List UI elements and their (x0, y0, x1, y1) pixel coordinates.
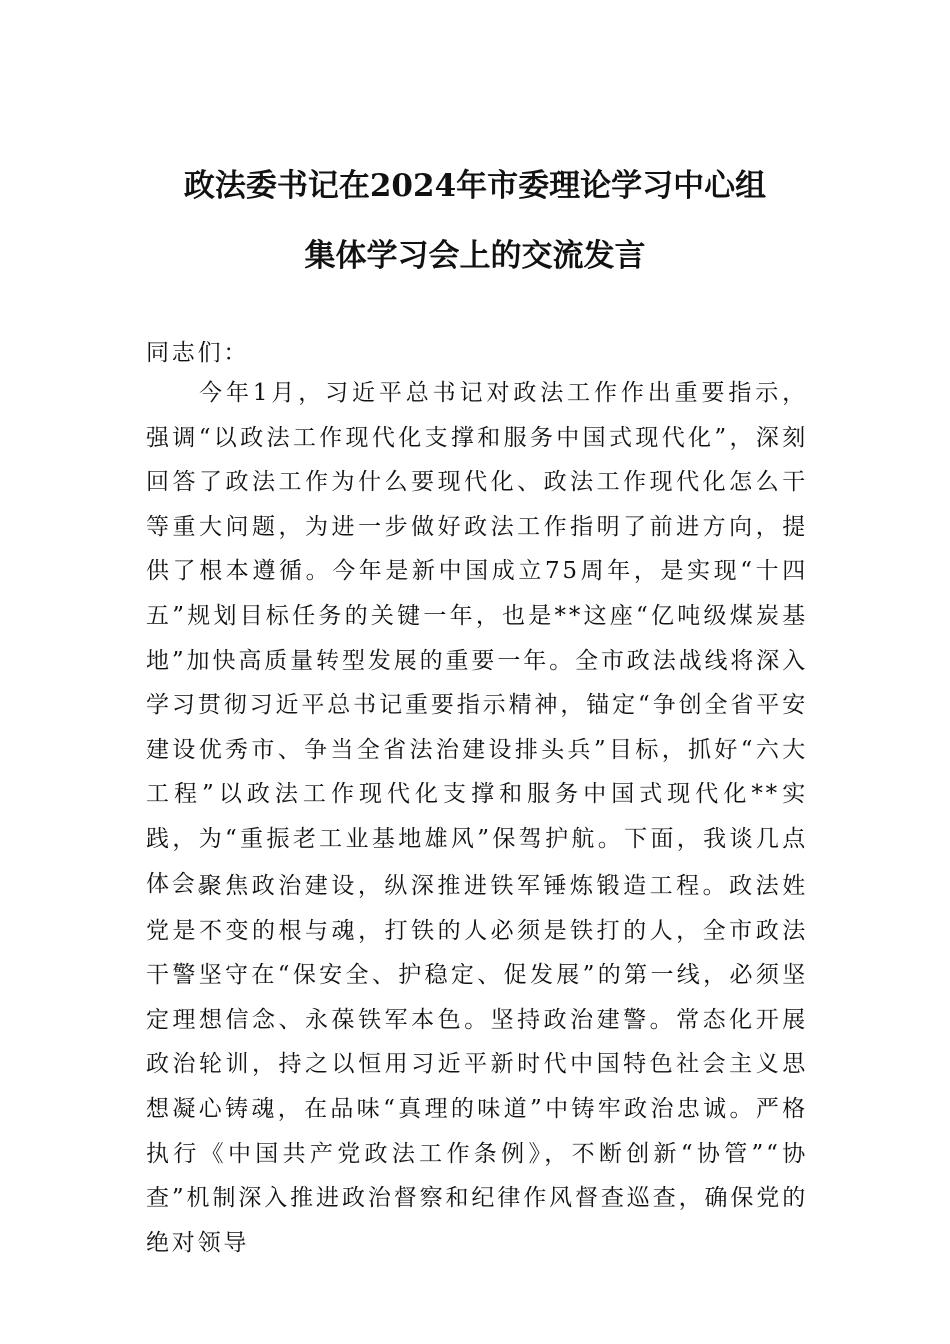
salutation: 同志们： (146, 340, 250, 366)
paragraph-2-lead-sentence: 聚焦政治建设，纵深推进铁军锤炼锻造工程。 (198, 873, 730, 899)
paragraph-2-text: 政法姓党是不变的根与魂，打铁的人必须是铁打的人，全市政法干警坚守在“保安全、护稳定、促发展”的第一线，必须坚定理想信念、永葆铁军本色。坚持政治建警。常态化开展政治轮训，持之以恒用习近平新时代中国特色社会主义思想凝心铸魂，在品味“真理的味道”中铸牢政治忠诚。严格执行《中国共产党政法工作条例》，不断创新“协管”“协查”机制深入推进政治督察和纪律作风督查巡查，确保党的绝对领导 (146, 873, 808, 1256)
paragraph-1 (146, 371, 808, 906)
paragraph-1-text: 今年1月，习近平总书记对政法工作作出重要指示，强调“以政法工作现代化支撑和服务中国式现代化”，深刻回答了政法工作为什么要现代化、政法工作现代化怎么干等重大问题，为进一步做好政法工作指明了前进方向，提供了根本遵循。今年是新中国成立75周年，是实现“十四五”规划目标任务的关键一年，也是**这座“亿吨级煤炭基地”加快高质量转型发展的重要一年。全市政法战线将深入学习贯彻习近平总书记重要指示精神，锚定“争创全省平安建设优秀市、争当全省法治建设排头兵”目标，抓好“六大工程”以政法工作现代化支撑和服务中国式现代化**实践，为“重振老工业基地雄风”保驾护航。下面，我谈几点体会。 (146, 380, 808, 897)
paragraph-2 (146, 864, 808, 1265)
document-title-line-2: 集体学习会上的交流发言 (304, 238, 646, 274)
document-title-line-1: 政法委书记在2024年市委理论学习中心组 (183, 168, 767, 204)
